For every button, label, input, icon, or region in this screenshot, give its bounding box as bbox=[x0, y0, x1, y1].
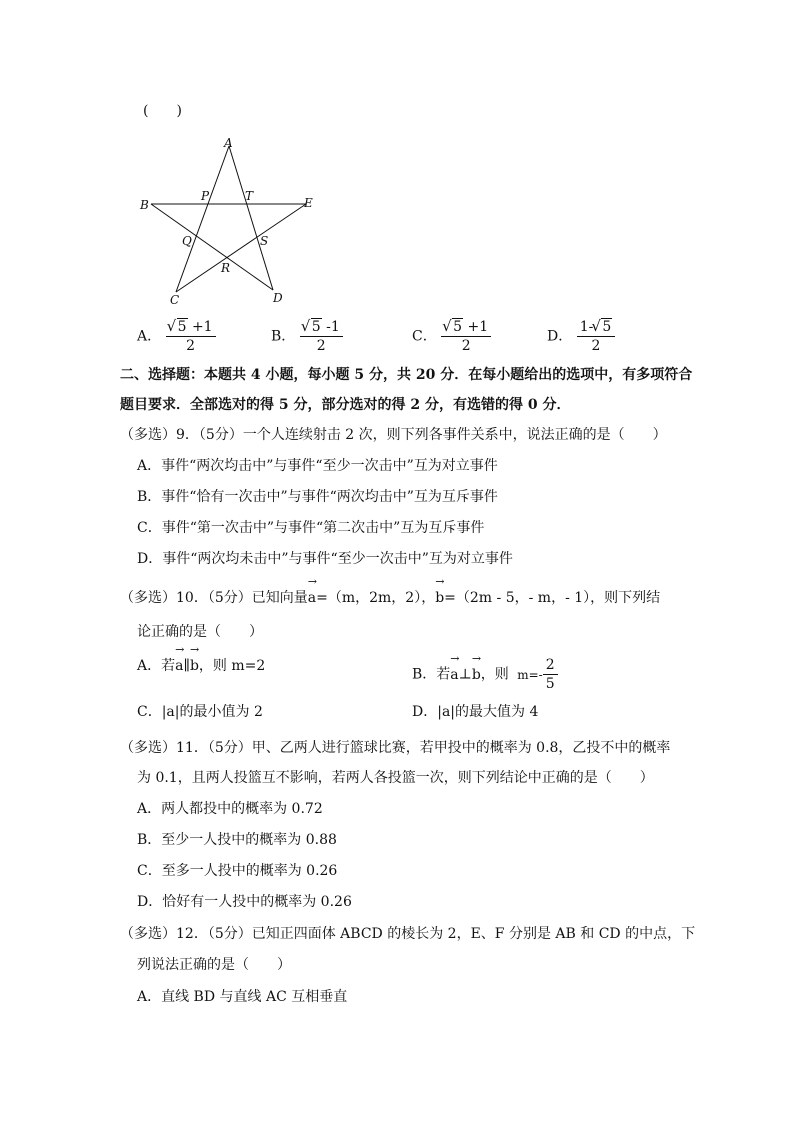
point-e-label: E bbox=[304, 196, 313, 210]
pentagram-svg bbox=[130, 132, 330, 312]
q9-stem: （多选）9．（5分）一个人连续射击 2 次，则下列各事件关系中，说法正确的是（ ） bbox=[120, 427, 667, 443]
q8-answer-paren: ( ) bbox=[143, 103, 182, 119]
q10-option-d: D．|a|的最大值为 4 bbox=[412, 704, 539, 720]
q12-stem-line2: 列说法正确的是（ ） bbox=[137, 957, 291, 973]
vector-a: a → bbox=[308, 588, 316, 608]
fraction: √ $\frac{5 -1}{2}$ bbox=[300, 318, 343, 355]
q11-option-a: A．两人都投中的概率为 0.72 bbox=[137, 801, 323, 817]
q8-option-d bbox=[547, 318, 615, 355]
option-label: C． bbox=[412, 328, 437, 345]
fraction: $\frac{1-√ 5}{2}$ bbox=[577, 318, 616, 355]
q10-option-c: C．|a|的最小值为 2 bbox=[137, 704, 263, 720]
q11-option-d: D．恰好有一人投中的概率为 0.26 bbox=[137, 894, 352, 910]
point-r-label: R bbox=[221, 261, 231, 275]
fraction: $\frac{2}{5}$ bbox=[543, 656, 558, 693]
fraction: √ $\frac{5 +1}{2}$ bbox=[441, 318, 491, 355]
q8-option-b bbox=[271, 318, 343, 355]
option-label: B． bbox=[271, 328, 296, 345]
section2-heading-line1: 二、选择题：本题共 4 小题，每小题 5 分，共 20 分．在每小题给出的选项中，有多项符合 bbox=[120, 367, 693, 383]
vector-a: a → bbox=[175, 656, 183, 676]
point-b-label: B bbox=[140, 198, 149, 212]
q9-option-a: A．事件“两次均击中”与事件“至少一次击中”互为对立事件 bbox=[137, 458, 498, 474]
section2-heading-line2: 题目要求．全部选对的得 5 分，部分选对的得 2 分，有选错的得 0 分． bbox=[120, 397, 571, 413]
vector-b: b → bbox=[190, 656, 199, 676]
q11-stem-line1: （多选）11．（5分）甲、乙两人进行篮球比赛，若甲投中的概率为 0.8，乙投不中的概率 bbox=[120, 740, 671, 756]
option-label: A． bbox=[137, 328, 162, 345]
q11-stem-line2: 为 0.1，且两人投篮互不影响，若两人各投篮一次，则下列结论中正确的是（ ） bbox=[137, 770, 654, 786]
q10-option-b: B．若a →⊥b →，则 m=- $\frac{2}{5}$ bbox=[412, 656, 558, 693]
q10-stem-line2: 论正确的是（ ） bbox=[137, 624, 263, 640]
q12-option-a: A．直线 BD 与直线 AC 互相垂直 bbox=[137, 989, 348, 1005]
q9-option-d: D．事件“两次均未击中”与事件“至少一次击中”互为对立事件 bbox=[137, 551, 513, 567]
edge-e-c bbox=[176, 204, 306, 292]
q11-option-b: B．至少一人投中的概率为 0.88 bbox=[137, 832, 337, 848]
edge-a-d bbox=[229, 146, 273, 290]
fraction: √ $\frac{5 +1}{2}$ bbox=[166, 318, 216, 355]
point-q-label: Q bbox=[182, 234, 192, 248]
point-d-label: D bbox=[273, 291, 283, 305]
option-label: D． bbox=[547, 328, 573, 345]
q8-option-a bbox=[137, 318, 216, 355]
edge-b-d bbox=[151, 204, 273, 290]
q8-option-c bbox=[412, 318, 491, 355]
point-t-label: T bbox=[245, 189, 254, 203]
point-s-label: S bbox=[260, 234, 269, 248]
vector-b: b → bbox=[435, 588, 444, 608]
q12-stem-line1: （多选）12．（5分）已知正四面体 ABCD 的棱长为 2，E、F 分别是 AB 和 CD 的中点，下 bbox=[120, 926, 696, 942]
pentagram-diagram bbox=[130, 132, 330, 312]
vector-a: a → bbox=[450, 665, 458, 685]
q11-option-c: C．至多一人投中的概率为 0.26 bbox=[137, 863, 338, 879]
q9-option-c: C．事件“第一次击中”与事件“第二次击中”互为互斥事件 bbox=[137, 520, 485, 536]
q10-option-a: A．若a →∥b →，则 m=2 bbox=[137, 656, 265, 676]
point-c-label: C bbox=[170, 293, 180, 307]
q9-option-b: B．事件“恰有一次击中”与事件“两次均击中”互为互斥事件 bbox=[137, 489, 498, 505]
point-p-label: P bbox=[201, 189, 210, 203]
q10-stem-line1: （多选）10．（5分）已知向量a →=（m，2m，2），b →=（2m - 5，- m，- 1），则下列结 bbox=[120, 588, 660, 608]
point-a-label: A bbox=[224, 136, 233, 150]
vector-b: b → bbox=[472, 665, 481, 685]
